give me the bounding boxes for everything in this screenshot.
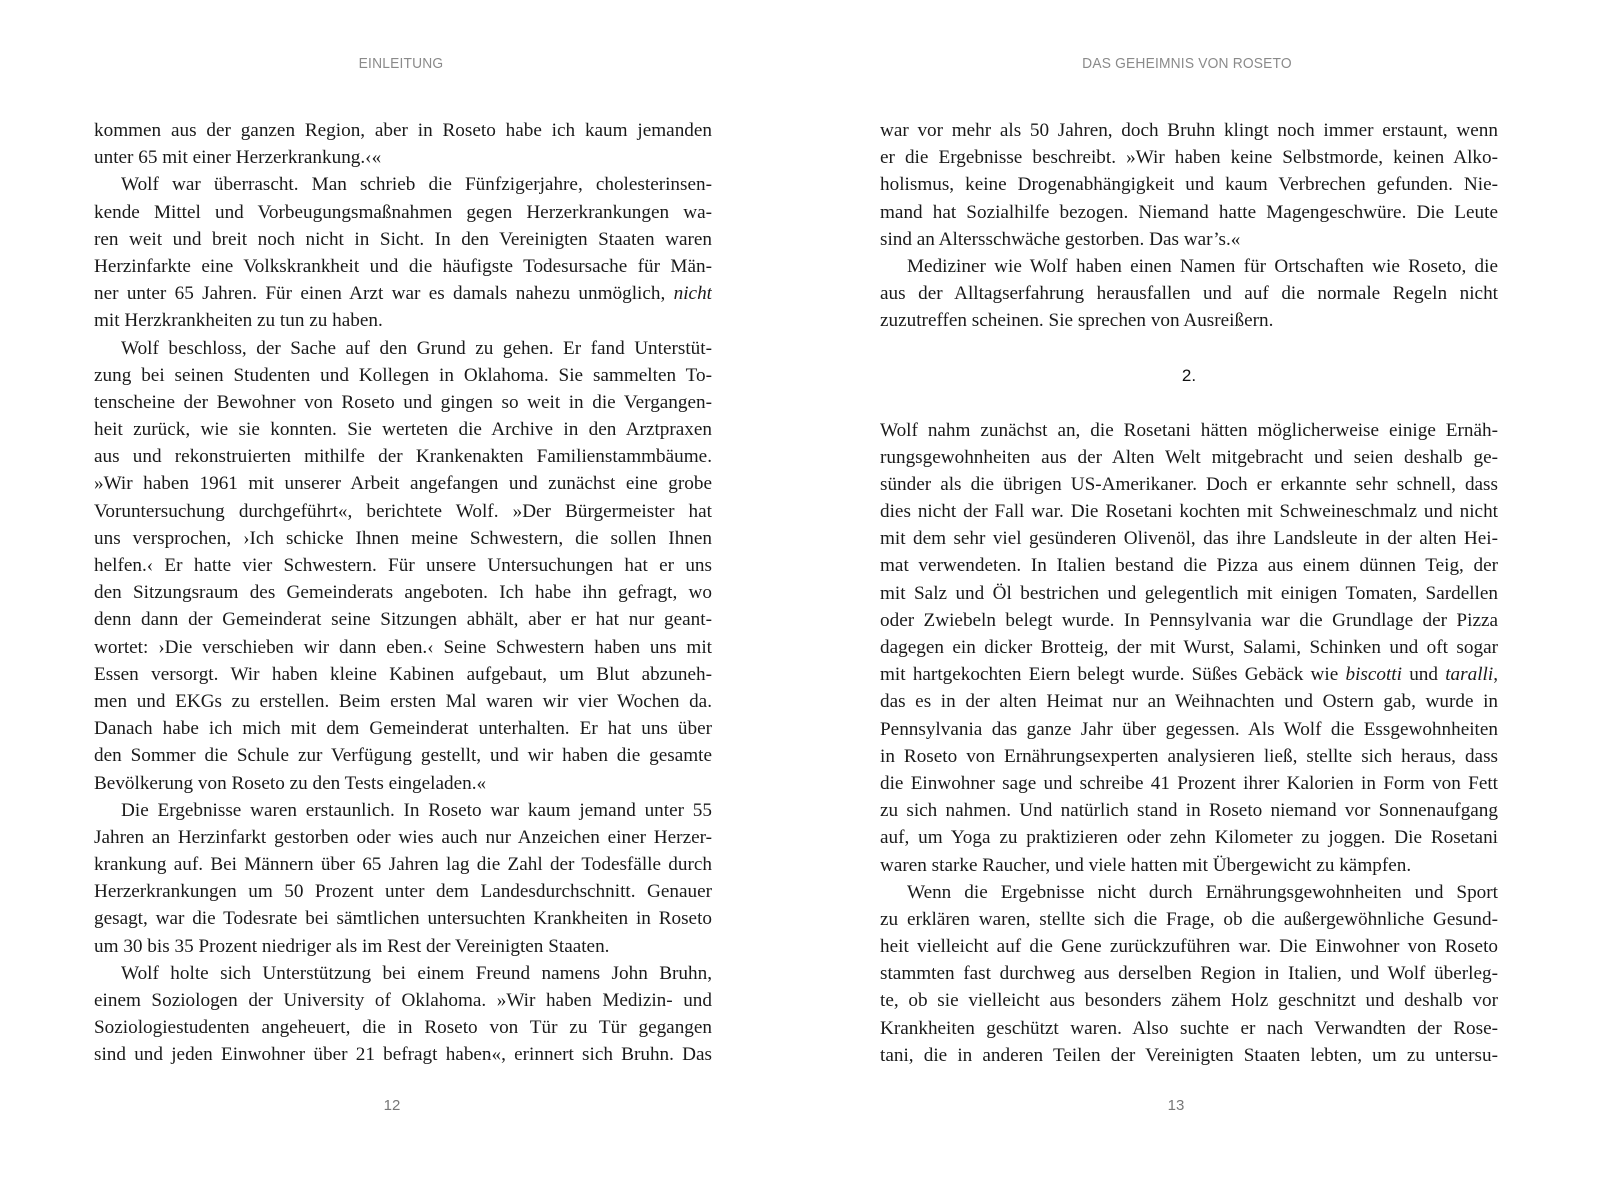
text-line: mit dem sehr viel gesünderen Olivenöl, das ihre Landsleute in der alten Hei- xyxy=(880,528,1498,550)
text-line: Pennsylvania das ganze Jahr über gegessen. Als Wolf die Essgewohnheiten xyxy=(880,718,1498,740)
line-text: ner unter 65 Jahren. Für einen Arzt war es damals nahezu unmöglich, xyxy=(94,283,666,305)
text-line: unter 65 mit einer Herzerkrankung.‹« xyxy=(94,147,382,169)
text-line: Bevölkerung von Roseto zu den Tests eingeladen.« xyxy=(94,772,487,794)
text-line: den Sitzungsraum des Gemeinderats angeboten. Ich habe ihn gefragt, wo xyxy=(94,582,712,604)
text-line: Voruntersuchung durchgeführt«, berichtete Wolf. »Der Bürgermeister hat xyxy=(94,500,712,522)
text-line: Wolf holte sich Unterstützung bei einem Freund namens John Bruhn, xyxy=(121,962,712,984)
text-line: Wolf war überrascht. Man schrieb die Fünfzigerjahre, cholesterinsen- xyxy=(121,174,712,196)
line-text: , xyxy=(1493,664,1498,686)
text-line xyxy=(880,661,1498,688)
text-line: das es in der alten Heimat nur an Weihnachten und Ostern gab, wurde in xyxy=(880,691,1498,713)
text-line: er die Ergebnisse beschreibt. »Wir haben keine Selbstmorde, keinen Alko- xyxy=(880,147,1498,169)
text-line: zuzutreffen scheinen. Sie sprechen von Ausreißern. xyxy=(880,310,1274,332)
text-line: krankung auf. Bei Männern über 65 Jahren lag die Zahl der Todesfälle durch xyxy=(94,854,712,876)
text-line: tani, die in anderen Teilen der Vereinigten Staaten lebten, um zu untersu- xyxy=(880,1044,1498,1066)
text-line: aus und rekonstruierten mithilfe der Krankenakten Familienstammbäume. xyxy=(94,446,712,468)
text-line: den Sommer die Schule zur Verfügung gestellt, und wir haben die gesamte xyxy=(94,745,712,767)
text-line: Die Ergebnisse waren erstaunlich. In Roseto war kaum jemand unter 55 xyxy=(121,799,712,821)
italic-word: nicht xyxy=(673,283,712,305)
text-line: mit Salz und Öl bestrichen und gelegentlich mit einigen Tomaten, Sardellen xyxy=(880,582,1498,604)
text-line xyxy=(94,280,712,307)
text-line: holismus, keine Drogenabhängigkeit und kaum Verbrechen gefunden. Nie- xyxy=(880,174,1498,196)
right-page xyxy=(800,0,1600,1186)
text-line: war vor mehr als 50 Jahren, doch Bruhn klingt noch immer erstaunt, wenn xyxy=(880,120,1498,141)
text-line: ren weit und breit noch nicht in Sicht. In den Vereinigten Staaten waren xyxy=(94,228,712,250)
text-line: tenscheine der Bewohner von Roseto und gingen so weit in die Vergangen- xyxy=(94,391,712,413)
text-line: oder Zwiebeln belegt wurde. In Pennsylvania war die Grundlage der Pizza xyxy=(880,609,1498,631)
line-text: und xyxy=(1409,664,1438,686)
text-line: gesagt, war die Todesrate bei sämtlichen untersuchten Krankheiten in Roseto xyxy=(94,908,712,930)
left-page-body xyxy=(94,117,712,1069)
text-line: um 30 bis 35 Prozent niedriger als im Rest der Vereinigten Staaten. xyxy=(94,935,610,957)
text-line: mand hat Sozialhilfe bezogen. Niemand hatte Magengeschwüre. Die Leute xyxy=(880,201,1498,223)
text-line: einem Soziologen der University of Oklahoma. »Wir haben Medizin- und xyxy=(94,990,712,1011)
text-line: waren starke Raucher, und viele hatten mit Übergewicht zu kämpfen. xyxy=(880,854,1412,876)
text-line: sünder als die übrigen US-Amerikaner. Doch er erkannte sehr schnell, dass xyxy=(880,473,1498,495)
text-line: die Einwohner sage und schreibe 41 Prozent ihrer Kalorien in Form von Fett xyxy=(880,772,1498,794)
line-text: mit hartgekochten Eiern belegt wurde. Süßes Gebäck wie xyxy=(880,664,1339,686)
text-line: mat verwendeten. In Italien bestand die Pizza aus einem dünnen Teig, der xyxy=(880,555,1498,577)
text-line: Essen versorgt. Wir haben kleine Kabinen aufgebaut, um Blut abzuneh- xyxy=(94,663,712,685)
right-page-body xyxy=(880,117,1498,1069)
italic-word: taralli xyxy=(1445,664,1494,686)
text-line: Wolf nahm zunächst an, die Rosetani hätten möglicherweise einige Ernäh- xyxy=(880,419,1498,441)
text-line: wortet: ›Die verschieben wir dann eben.‹ Seine Schwestern haben uns mit xyxy=(94,636,712,658)
text-line: Wolf beschloss, der Sache auf den Grund zu gehen. Er fand Unterstüt- xyxy=(121,337,712,359)
text-line: Jahren an Herzinfarkt gestorben oder wies auch nur Anzeichen einer Herzer- xyxy=(94,826,712,848)
text-line: men und EKGs zu erstellen. Beim ersten Mal waren wir vier Wochen da. xyxy=(94,690,712,712)
text-line: mit Herzkrankheiten zu tun zu haben. xyxy=(94,310,383,332)
text-line: kommen aus der ganzen Region, aber in Roseto habe ich kaum jemanden xyxy=(94,120,712,141)
text-line: aus der Alltagserfahrung herausfallen und auf die normale Regeln nicht xyxy=(880,283,1498,305)
text-line: in Roseto von Ernährungsexperten analysieren ließ, stellte sich heraus, dass xyxy=(880,745,1498,767)
text-line: sind und jeden Einwohner über 21 befragt haben«, erinnert sich Bruhn. Das xyxy=(94,1044,712,1066)
text-line: zung bei seinen Studenten und Kollegen in Oklahoma. Sie sammelten To- xyxy=(94,364,712,386)
text-line: Wenn die Ergebnisse nicht durch Ernährungsgewohnheiten und Sport xyxy=(907,881,1498,903)
text-line: »Wir haben 1961 mit unserer Arbeit angefangen und zunächst eine grobe xyxy=(94,473,712,495)
text-line: Soziologiestudenten angeheuert, die in Roseto von Tür zu Tür gegangen xyxy=(94,1017,712,1039)
text-line: te, ob sie vielleicht aus besonders zähem Holz geschnitzt und deshalb vor xyxy=(880,990,1498,1012)
text-line: rungsgewohnheiten aus der Alten Welt mitgebracht und seien deshalb ge- xyxy=(880,446,1498,468)
text-line: sind an Altersschwäche gestorben. Das war’s.« xyxy=(880,228,1241,250)
text-line: heit vielleicht auf die Gene zurückzuführen war. Die Einwohner von Roseto xyxy=(880,936,1498,958)
text-line: kende Mittel und Vorbeugungsmaßnahmen gegen Herzerkrankungen wa- xyxy=(94,201,712,223)
text-line: helfen.‹ Er hatte vier Schwestern. Für unsere Untersuchungen hat er uns xyxy=(94,555,712,576)
text-line: denn dann der Gemeinderat seine Sitzungen abhält, aber er hat nur geant- xyxy=(94,609,712,631)
text-line: Krankheiten geschützt waren. Also suchte er nach Verwandten der Rose- xyxy=(880,1017,1498,1039)
text-line: dies nicht der Fall war. Die Rosetani kochten mit Schweineschmalz und nicht xyxy=(880,501,1498,523)
text-line: Herzinfarkte eine Volkskrankheit und die häufigste Todesursache für Män- xyxy=(94,255,712,277)
text-line: Mediziner wie Wolf haben einen Namen für Ortschaften wie Roseto, die xyxy=(907,255,1498,277)
page-number-left: 12 xyxy=(383,1097,401,1114)
text-line: uns versprochen, ›Ich schicke Ihnen meine Schwestern, die sollen Ihnen xyxy=(94,527,712,549)
text-line: auf, um Yoga zu praktizieren oder zehn Kilometer zu joggen. Die Rosetani xyxy=(880,827,1498,849)
running-head-left: EINLEITUNG xyxy=(358,55,444,72)
text-line: Herzerkrankungen um 50 Prozent unter dem Landesdurchschnitt. Genauer xyxy=(94,881,712,903)
text-line: dagegen ein dicker Brotteig, der mit Wurst, Salami, Schinken und oft sogar xyxy=(880,637,1498,658)
running-head-right: DAS GEHEIMNIS VON ROSETO xyxy=(1082,55,1292,72)
text-line: stammten fast durchweg aus derselben Region in Italien, und Wolf überleg- xyxy=(880,963,1498,985)
page-number-right: 13 xyxy=(1167,1097,1185,1114)
text-line: heit zurück, wie sie konnten. Sie werteten die Archive in den Arztpraxen xyxy=(94,419,712,441)
text-line: zu sich nahmen. Und natürlich stand in Roseto niemand vor Sonnenaufgang xyxy=(880,800,1498,822)
text-line: Danach habe ich mich mit dem Gemeinderat unterhalten. Er hat uns über xyxy=(94,718,712,740)
text-line: zu erklären waren, stellte sich die Frage, ob die außergewöhnliche Gesund- xyxy=(880,908,1498,930)
italic-word: biscotti xyxy=(1345,664,1402,686)
section-number: 2. xyxy=(1181,365,1197,385)
